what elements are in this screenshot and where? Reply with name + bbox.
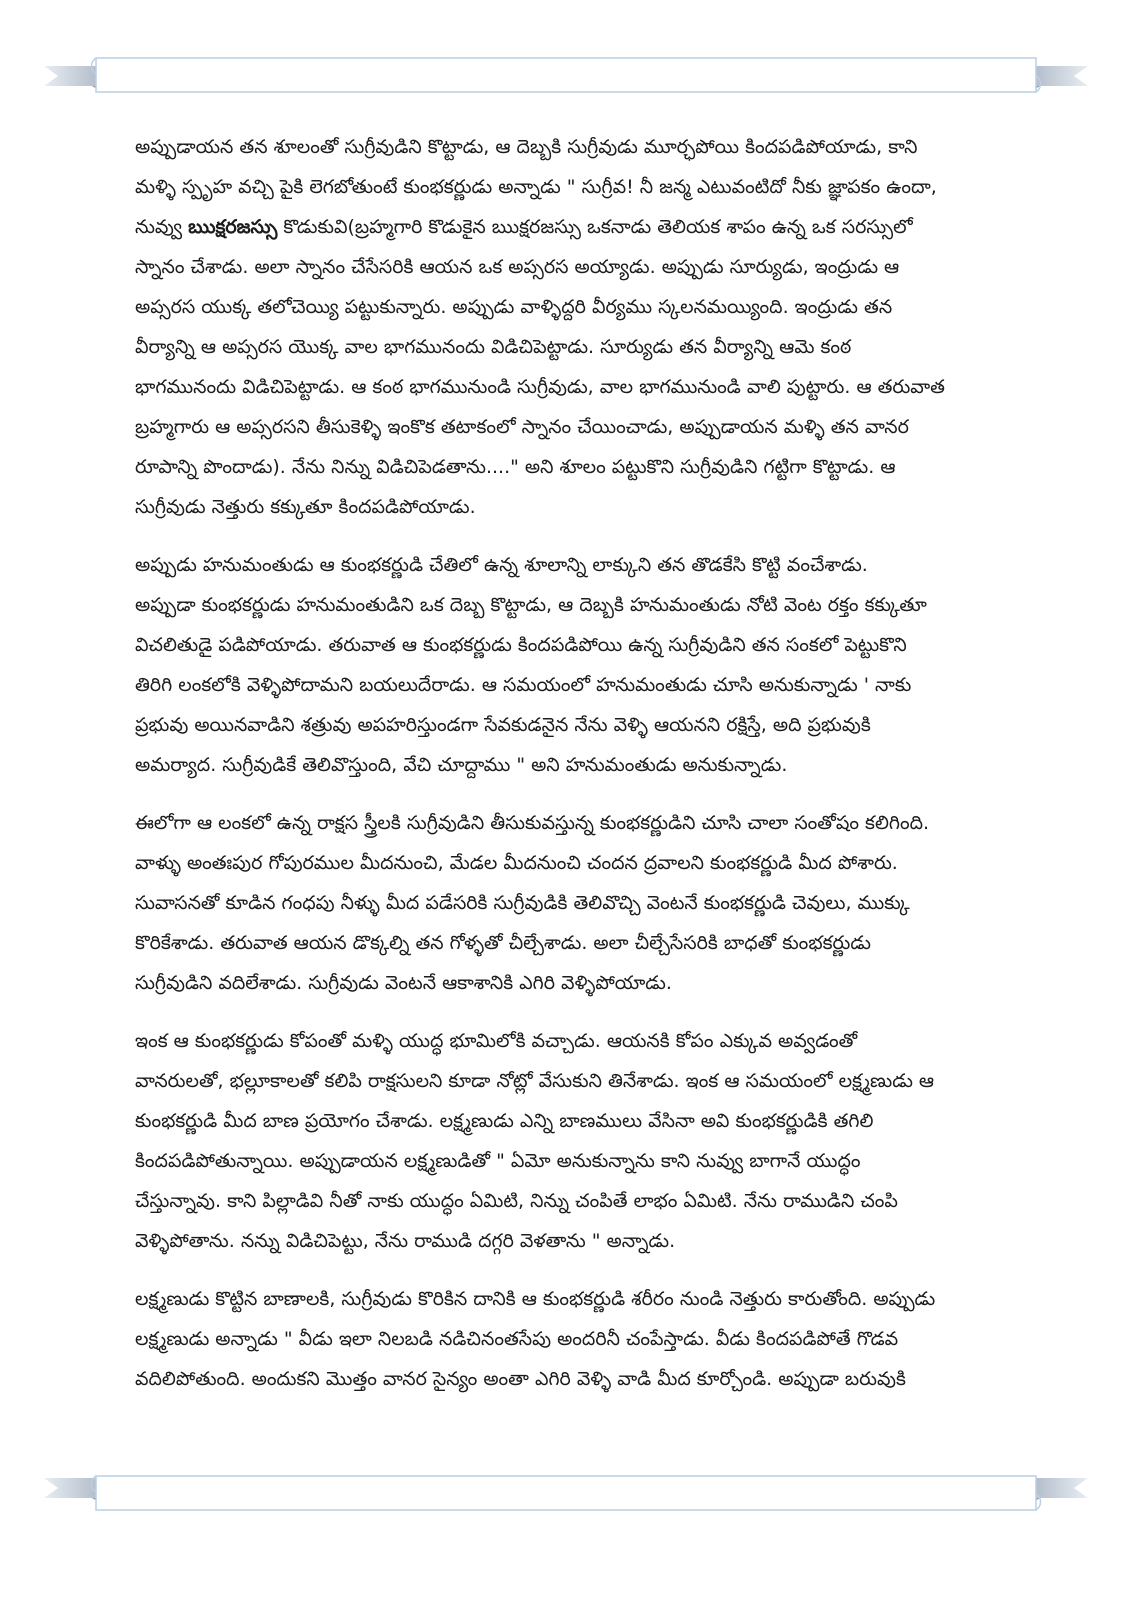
text-line: ప్రభువు అయినవాడిని శత్రువు అపహరిస్తుండగా సేవకుడనైన నేను వెళ్ళి ఆయనని రక్షిస్తే, అది ప్రభువుకి (135, 714, 871, 736)
text-line: బ్రహ్మగారు ఆ అప్సరసని తీసుకెళ్ళి ఇంకొక తటాకంలో స్నానం చేయించాడు, అప్పుడాయన మళ్ళి తన వానర (135, 416, 909, 438)
text-line: వెళ్ళిపోతాను. నన్ను విడిచిపెట్టు, నేను రాముడి దగ్గరి వెళతాను " అన్నాడు. (135, 1230, 676, 1252)
text-line: తిరిగి లంకలోకి వెళ్ళిపోదామని బయలుదేరాడు. ఆ సమయంలో హనుమంతుడు చూసి అనుకున్నాడు ' నాకు (135, 674, 912, 696)
text-line: ఈలోగా ఆ లంకలో ఉన్న రాక్షస స్త్రీలకి సుగ్రీవుడిని తీసుకువస్తున్న కుంభకర్ణుడిని చూసి చాలా సంతోషం కలిగింది. (135, 812, 930, 834)
text-line: సుగ్రీవుడు నెత్తురు కక్కుతూ కిందపడిపోయాడు. (135, 496, 476, 518)
text-line: అప్పుడు హనుమంతుడు ఆ కుంభకర్ణుడి చేతిలో ఉన్న శూలాన్ని లాక్కుని తన తొడకేసి కొట్టి వంచేశాడు. (135, 554, 868, 576)
paragraph (135, 803, 995, 1003)
text-line: లక్ష్మణుడు కొట్టిన బాణాలకి, సుగ్రీవుడు కొరికిన దానికి ఆ కుంభకర్ణుడి శరీరం నుండి నెత్తురు కారుతోంది. అప్పుడు (135, 1288, 936, 1310)
text-line: భాగమునందు విడిచిపెట్టాడు. ఆ కంఠ భాగమునుండి సుగ్రీవుడు, వాల భాగమునుండి వాలి పుట్టారు. ఆ తరువాత (135, 376, 945, 398)
text-line: వీర్యాన్ని ఆ అప్సరస యొక్క వాల భాగమునందు విడిచిపెట్టాడు. సూర్యుడు తన వీర్యాన్ని ఆమె కంఠ (135, 336, 852, 358)
text-line: విచలితుడై పడిపోయాడు. తరువాత ఆ కుంభకర్ణుడు కిందపడిపోయి ఉన్న సుగ్రీవుడిని తన సంకలో పెట్టుకొని (135, 634, 907, 656)
ribbon-band (96, 1476, 1036, 1510)
ribbon-left-tail (44, 66, 102, 86)
body-text (135, 127, 995, 1417)
text-line: లక్ష్మణుడు అన్నాడు " వీడు ఇలా నిలబడి నడిచినంతసేపు అందరినీ చంపేస్తాడు. వీడు కిందపడిపోతే గొడవ (135, 1328, 899, 1350)
text-line: అప్సరస యుక్క తలోచెయ్యి పట్టుకున్నారు. అప్పుడు వాళ్ళిద్దరి వీర్యము స్కలనమయ్యింది. ఇంద్రుడు తన (135, 296, 893, 318)
text-line: వాళ్ళు అంతఃపుర గోపురముల మీదనుంచి, మేడల మీదనుంచి చందన ద్రవాలని కుంభకర్ణుడి మీద పోశారు. (135, 852, 898, 874)
bold-term: ఋక్షరజస్సు (188, 216, 278, 238)
text-line (135, 207, 913, 247)
bottom-ribbon-banner (0, 1470, 1131, 1514)
ribbon-band (96, 58, 1036, 92)
text-line: వానరులతో, భల్లూకాలతో కలిపి రాక్షసులని కూడా నోట్లో వేసుకుని తినేశాడు. ఇంక ఆ సమయంలో లక్ష్మణుడు ఆ (135, 1070, 935, 1092)
paragraph (135, 127, 995, 527)
text-segment: నువ్వు (135, 216, 189, 238)
text-line: కిందపడిపోతున్నాయి. అప్పుడాయన లక్ష్మణుడితో " ఏమో అనుకున్నాను కాని నువ్వు బాగానే యుద్ధం (135, 1150, 861, 1172)
text-line: రూపాన్ని పొందాడు). నేను నిన్ను విడిచిపెడతాను...." అని శూలం పట్టుకొని సుగ్రీవుడిని గట్టిగా కొట్టాడు. ఆ (135, 456, 896, 478)
ribbon-right-tail (1030, 66, 1088, 86)
text-line: అమర్యాద. సుగ్రీవుడికే తెలివొస్తుంది, వేచి చూద్దాము " అని హనుమంతుడు అనుకున్నాడు. (135, 754, 788, 776)
text-line: వదిలిపోతుంది. అందుకని మొత్తం వానర సైన్యం అంతా ఎగిరి వెళ్ళి వాడి మీద కూర్చోండి. అప్పుడా బరువుకి (135, 1368, 906, 1390)
top-ribbon-banner (0, 52, 1131, 96)
text-line: చేస్తున్నావు. కాని పిల్లాడివి నీతో నాకు యుద్ధం ఏమిటి, నిన్ను చంపితే లాభం ఏమిటి. నేను రాముడిని చంపి (135, 1190, 898, 1212)
ribbon-left-tail (44, 1478, 102, 1498)
text-line: మళ్ళి స్పృహ వచ్చి పైకి లెగబోతుంటే కుంభకర్ణుడు అన్నాడు " సుగ్రీవ! నీ జన్మ ఎటువంటిదో నీకు జ్ఞాపకం ఉందా, (135, 176, 937, 198)
text-line: ఇంక ఆ కుంభకర్ణుడు కోపంతో మళ్ళి యుద్ధ భూమిలోకి వచ్చాడు. ఆయనకి కోపం ఎక్కువ అవ్వడంతో (135, 1030, 858, 1052)
text-line: కొరికేశాడు. తరువాత ఆయన డొక్కల్ని తన గోళ్ళతో చీల్చేశాడు. అలా చీల్చేసేసరికి బాధతో కుంభకర్ణుడు (135, 932, 871, 954)
text-line: సువాసనతో కూడిన గంధపు నీళ్ళు మీద పడేసరికి సుగ్రీవుడికి తెలివొచ్చి వెంటనే కుంభకర్ణుడి చెవులు, ముక్కు (135, 892, 910, 914)
paragraph (135, 1021, 995, 1261)
text-line: అప్పుడా కుంభకర్ణుడు హనుమంతుడిని ఒక దెబ్బ కొట్టాడు, ఆ దెబ్బకి హనుమంతుడు నోటి వెంట రక్తం కక్కుతూ (135, 594, 927, 616)
text-line: స్నానం చేశాడు. అలా స్నానం చేసేసరికి ఆయన ఒక అప్సరస అయ్యాడు. అప్పుడు సూర్యుడు, ఇంద్రుడు ఆ (135, 256, 900, 278)
text-segment: కొడుకువి(బ్రహ్మగారి కొడుకైన ఋక్షరజస్సు ఒకనాడు తెలియక శాపం ఉన్న ఒక సరస్సులో (277, 216, 913, 238)
paragraph (135, 1279, 995, 1399)
text-line: సుగ్రీవుడిని వదిలేశాడు. సుగ్రీవుడు వెంటనే ఆకాశానికి ఎగిరి వెళ్ళిపోయాడు. (135, 972, 672, 994)
text-line: కుంభకర్ణుడి మీద బాణ ప్రయోగం చేశాడు. లక్ష్మణుడు ఎన్ని బాణములు వేసినా అవి కుంభకర్ణుడికి తగిలి (135, 1110, 874, 1132)
paragraph (135, 545, 995, 785)
ribbon-right-tail (1030, 1478, 1088, 1498)
text-line: అప్పుడాయన తన శూలంతో సుగ్రీవుడిని కొట్టాడు, ఆ దెబ్బకి సుగ్రీవుడు మూర్ఛపోయి కిందపడిపోయాడు, కాని (135, 136, 918, 158)
